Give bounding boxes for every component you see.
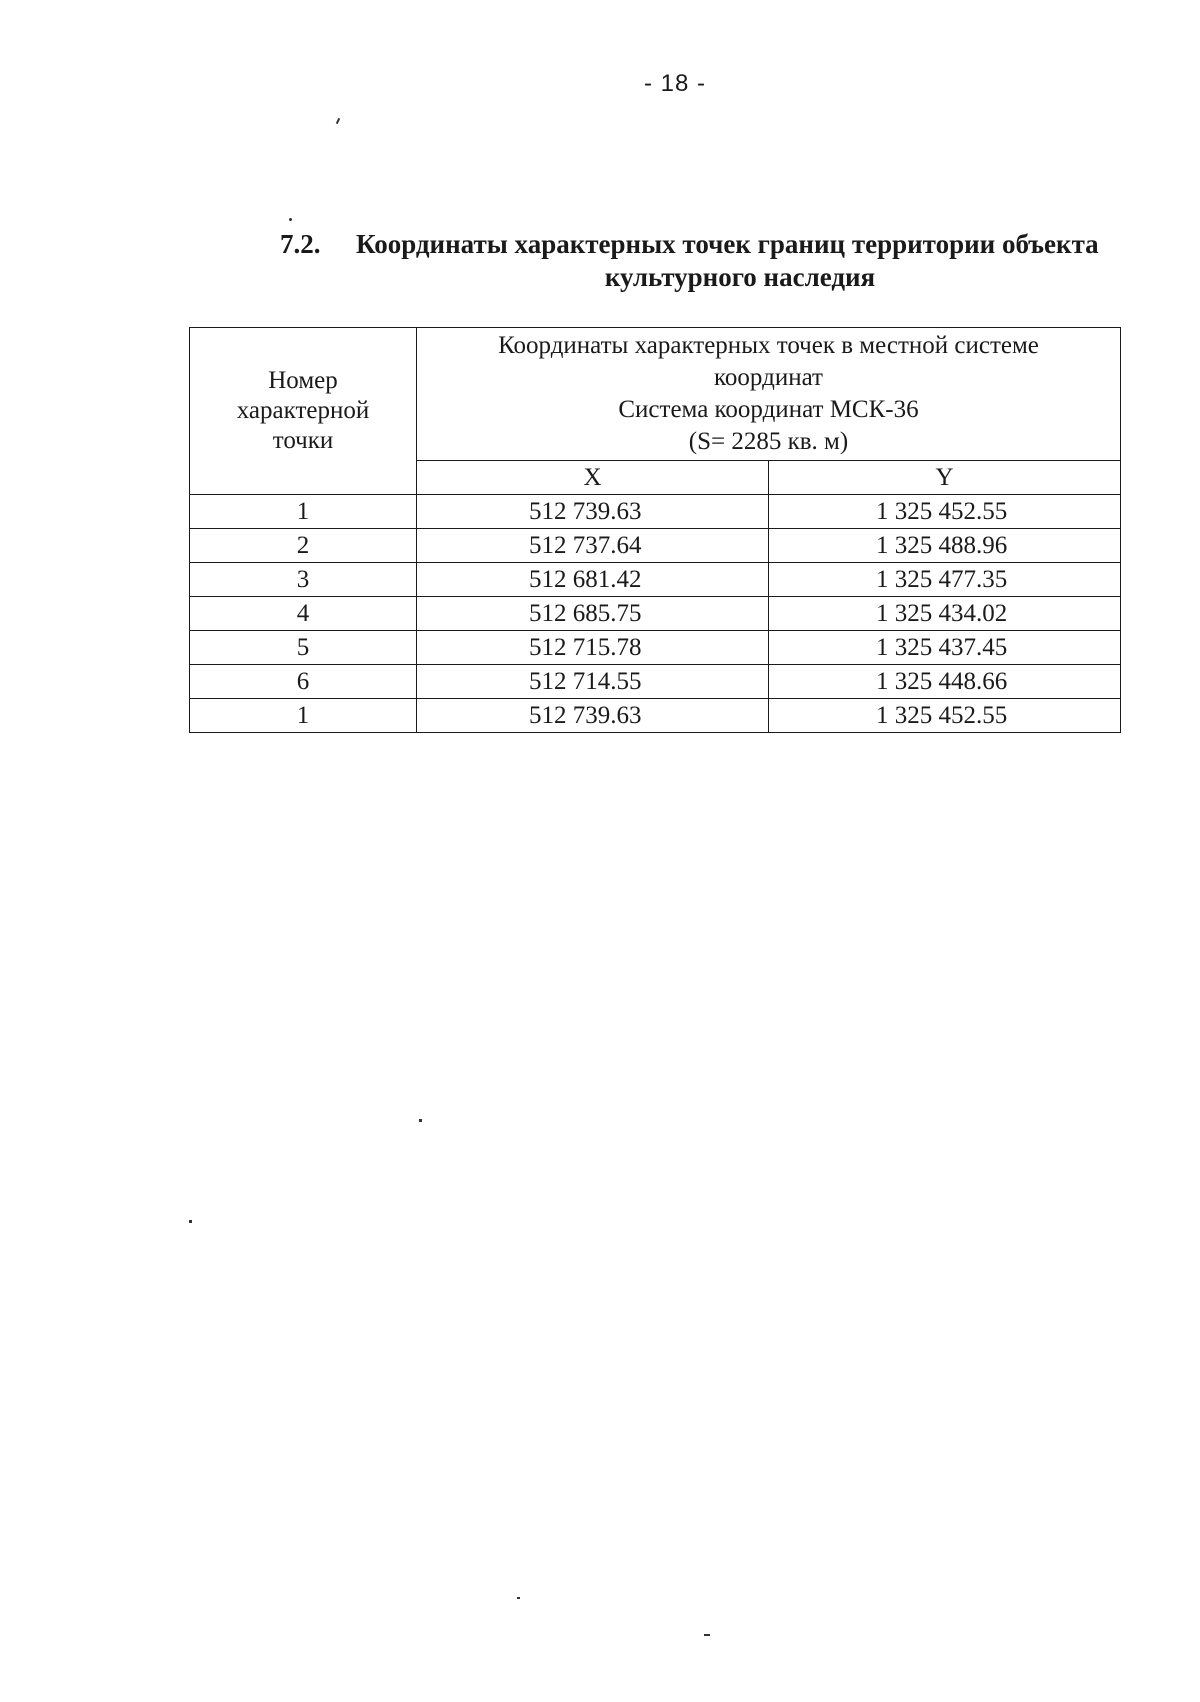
scan-speck [189,1220,192,1223]
table-row [190,699,1121,733]
section-number: 7.2. [280,229,321,259]
header-x: X [417,461,769,495]
header-group-line: (S= 2285 кв. м) [688,428,849,455]
scan-speck [704,1634,710,1636]
header-point-number [190,328,417,495]
header-point-line: Номер [268,367,338,394]
cell-point: 3 [190,563,417,597]
section-title-line2: культурного наследия [604,262,876,292]
table-row [190,529,1121,563]
cell-x: 512 739.63 [417,495,769,529]
cell-x: 512 685.75 [417,597,769,631]
table-row [190,665,1121,699]
cell-y: 1 325 448.66 [769,665,1121,699]
table-header-row-main [190,328,1121,461]
cell-point: 1 [190,699,417,733]
scan-speck [289,218,292,221]
scan-speck [419,1119,422,1122]
table-header [190,328,1121,495]
header-group-line: координат [714,364,823,391]
header-coordinates-group [417,328,1121,461]
cell-point: 1 [190,495,417,529]
cell-y: 1 325 452.55 [769,495,1121,529]
cell-x: 512 739.63 [417,699,769,733]
cell-y: 1 325 488.96 [769,529,1121,563]
section-title-line1: Координаты характерных точек границ территории объекта [356,229,1099,259]
cell-point: 6 [190,665,417,699]
scan-speck [517,1597,520,1599]
header-point-line: точки [272,427,334,454]
cell-y: 1 325 452.55 [769,699,1121,733]
cell-point: 5 [190,631,417,665]
header-y: Y [769,461,1121,495]
cell-x: 512 737.64 [417,529,769,563]
table-row [190,563,1121,597]
cell-x: 512 715.78 [417,631,769,665]
table-body [190,495,1121,733]
section-heading [280,228,1160,294]
table-row [190,631,1121,665]
cell-point: 4 [190,597,417,631]
cell-x: 512 681.42 [417,563,769,597]
section-heading-line1 [280,228,1160,261]
header-point-line: характерной [236,397,370,424]
table-row [190,597,1121,631]
page-number: - 18 - [643,70,706,97]
cell-y: 1 325 437.45 [769,631,1121,665]
coordinates-table [189,327,1121,733]
header-group-line: Координаты характерных точек в местной системе [498,332,1039,359]
table-row [190,495,1121,529]
header-group-line: Система координат МСК-36 [618,396,919,423]
cell-x: 512 714.55 [417,665,769,699]
scan-speck [336,118,340,124]
cell-y: 1 325 434.02 [769,597,1121,631]
cell-y: 1 325 477.35 [769,563,1121,597]
cell-point: 2 [190,529,417,563]
